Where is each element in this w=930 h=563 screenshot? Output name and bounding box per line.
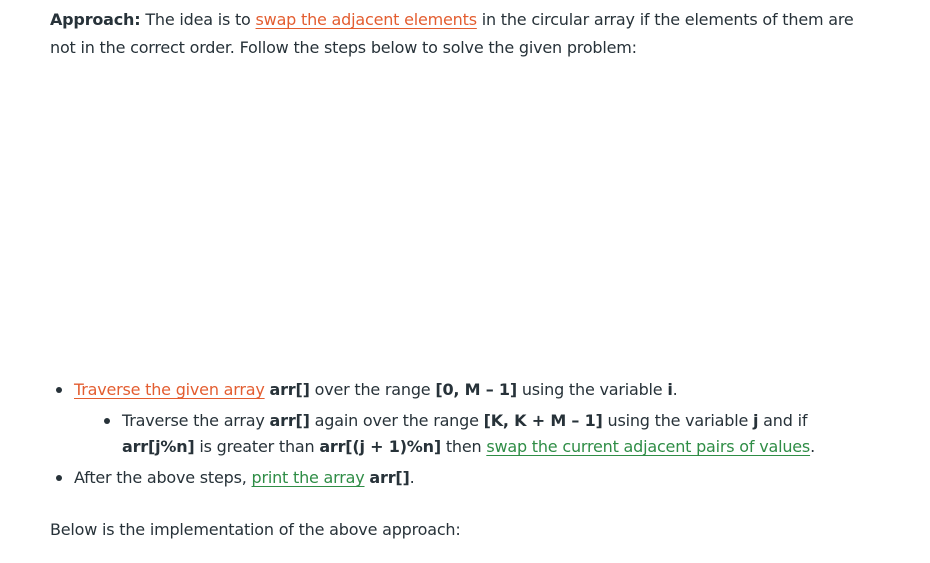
step-2-arr: arr[] (369, 468, 410, 487)
step-2-text-1: After the above steps, (74, 468, 252, 487)
sub-text-3: using the variable (602, 411, 753, 430)
swap-adjacent-elements-link[interactable]: swap the adjacent elements (255, 10, 477, 29)
sub-range: [K, K + M – 1] (483, 411, 603, 430)
sub-var: j (753, 411, 759, 430)
sub-text-2: again over the range (309, 411, 484, 430)
step-1-text-2: using the variable (516, 380, 668, 399)
steps-list (50, 377, 880, 491)
approach-text-2: in the circular array if the elements of them are not in the correct order. Follow the steps below to solve the given problem: (50, 10, 854, 57)
step-traverse (50, 377, 880, 460)
step-traverse-again (74, 408, 880, 460)
approach-label: Approach: (50, 10, 141, 29)
swap-adjacent-pairs-link[interactable]: swap the current adjacent pairs of values (486, 437, 811, 456)
step-1-end: . (672, 380, 678, 399)
sub-arr: arr[] (269, 411, 310, 430)
approach-text-1: The idea is to (140, 10, 256, 29)
step-1-arr: arr[] (269, 380, 310, 399)
sub-text-1: Traverse the array (122, 411, 270, 430)
step-1-var: i (667, 380, 673, 399)
step-print (50, 465, 880, 491)
traverse-given-array-link[interactable]: Traverse the given array (74, 380, 265, 399)
step-1-range: [0, M – 1] (435, 380, 517, 399)
step-2-end: . (409, 468, 415, 487)
approach-paragraph (50, 6, 880, 62)
print-the-array-link[interactable]: print the array (251, 468, 365, 487)
step-1-text-1: over the range (309, 380, 436, 399)
sub-expr-1: arr[j%n] (122, 437, 195, 456)
sub-end: . (810, 437, 815, 456)
sub-expr-2: arr[(j + 1)%n] (319, 437, 441, 456)
sub-text-5: is greater than (194, 437, 320, 456)
implementation-paragraph: Below is the implementation of the above approach: (50, 520, 461, 539)
step-1-sublist (74, 408, 880, 460)
sub-text-6: then (440, 437, 487, 456)
sub-text-4: and if (758, 411, 808, 430)
